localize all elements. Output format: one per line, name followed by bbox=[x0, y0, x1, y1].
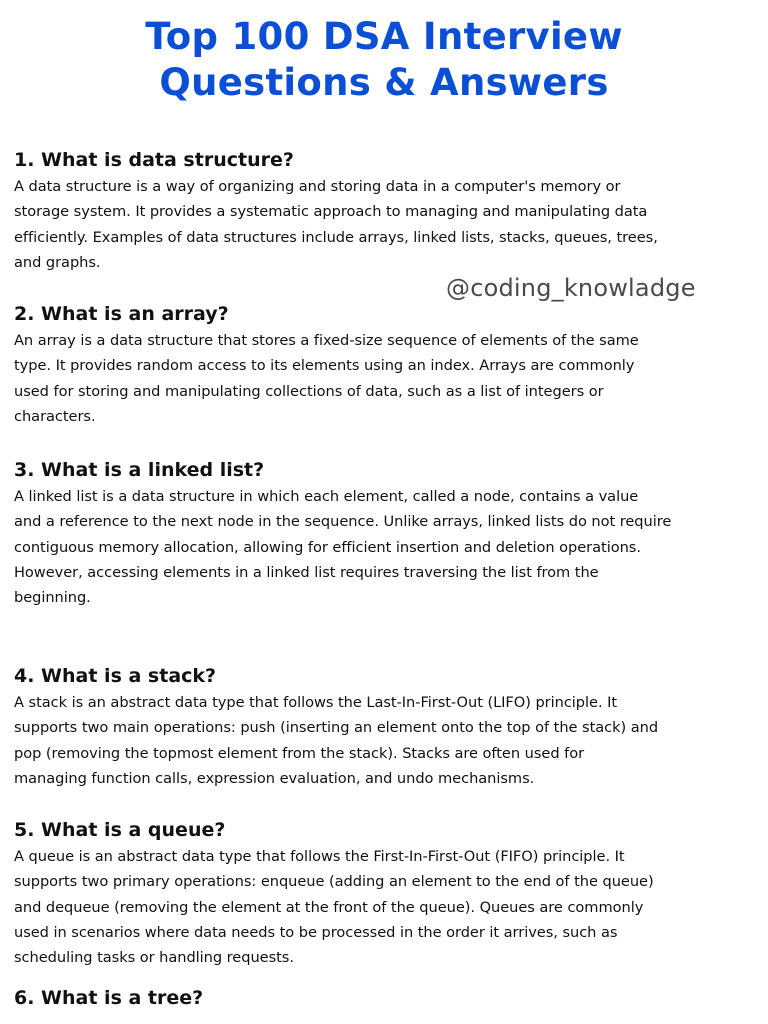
question-heading: 5. What is a queue? bbox=[14, 819, 226, 841]
question-heading: 2. What is an array? bbox=[14, 303, 229, 325]
answer-text: A linked list is a data structure in which each element, called a node, contains a value and a reference to the next node in the sequence. Unlike arrays, linked lists do not require contiguous memory allocation, allowing for efficient insertion and deletion operations. However, accessing elements in a linked list requires traversing the list from the beginning. bbox=[14, 488, 672, 607]
page-title-line-1: Top 100 DSA Interview bbox=[145, 15, 623, 58]
question-heading: 1. What is data structure? bbox=[14, 149, 294, 171]
qa-item-tree bbox=[14, 984, 762, 1012]
page-title bbox=[0, 14, 768, 106]
question-heading: 4. What is a stack? bbox=[14, 665, 217, 687]
answer-text: A data structure is a way of organizing and storing data in a computer's memory or storage system. It provides a systematic approach to managing and manipulating data efficiently. Examples of data structures include arrays, linked lists, stacks, queues, trees, and graphs. bbox=[14, 178, 658, 271]
watermark-handle: @coding_knowladge bbox=[446, 274, 696, 302]
qa-item-data-structure bbox=[14, 146, 762, 275]
page-title-line-2: Questions & Answers bbox=[159, 61, 609, 104]
answer-text: An array is a data structure that stores a fixed-size sequence of elements of the same type. It provides random access to its elements using an index. Arrays are commonly used for storing and manipulating collections of data, such as a list of integers or characters. bbox=[14, 332, 639, 425]
question-heading: 3. What is a linked list? bbox=[14, 459, 265, 481]
qa-item-stack bbox=[14, 662, 762, 791]
qa-item-linked-list bbox=[14, 456, 762, 610]
qa-item-queue bbox=[14, 816, 762, 970]
answer-text: A queue is an abstract data type that follows the First-In-First-Out (FIFO) principle. It supports two primary operations: enqueue (adding an element to the end of the queue) and dequeue (removing the element at the front of the queue). Queues are commonly used in scenarios where data needs to be processed in the order it arrives, such as scheduling tasks or handling requests. bbox=[14, 848, 654, 967]
qa-item-array bbox=[14, 300, 762, 429]
question-heading: 6. What is a tree? bbox=[14, 987, 204, 1009]
answer-text: A stack is an abstract data type that follows the Last-In-First-Out (LIFO) principle. It supports two main operations: push (inserting an element onto the top of the stack) and pop (removing the topmost element from the stack). Stacks are often used for managing function calls, expression evaluation, and undo mechanisms. bbox=[14, 694, 659, 787]
